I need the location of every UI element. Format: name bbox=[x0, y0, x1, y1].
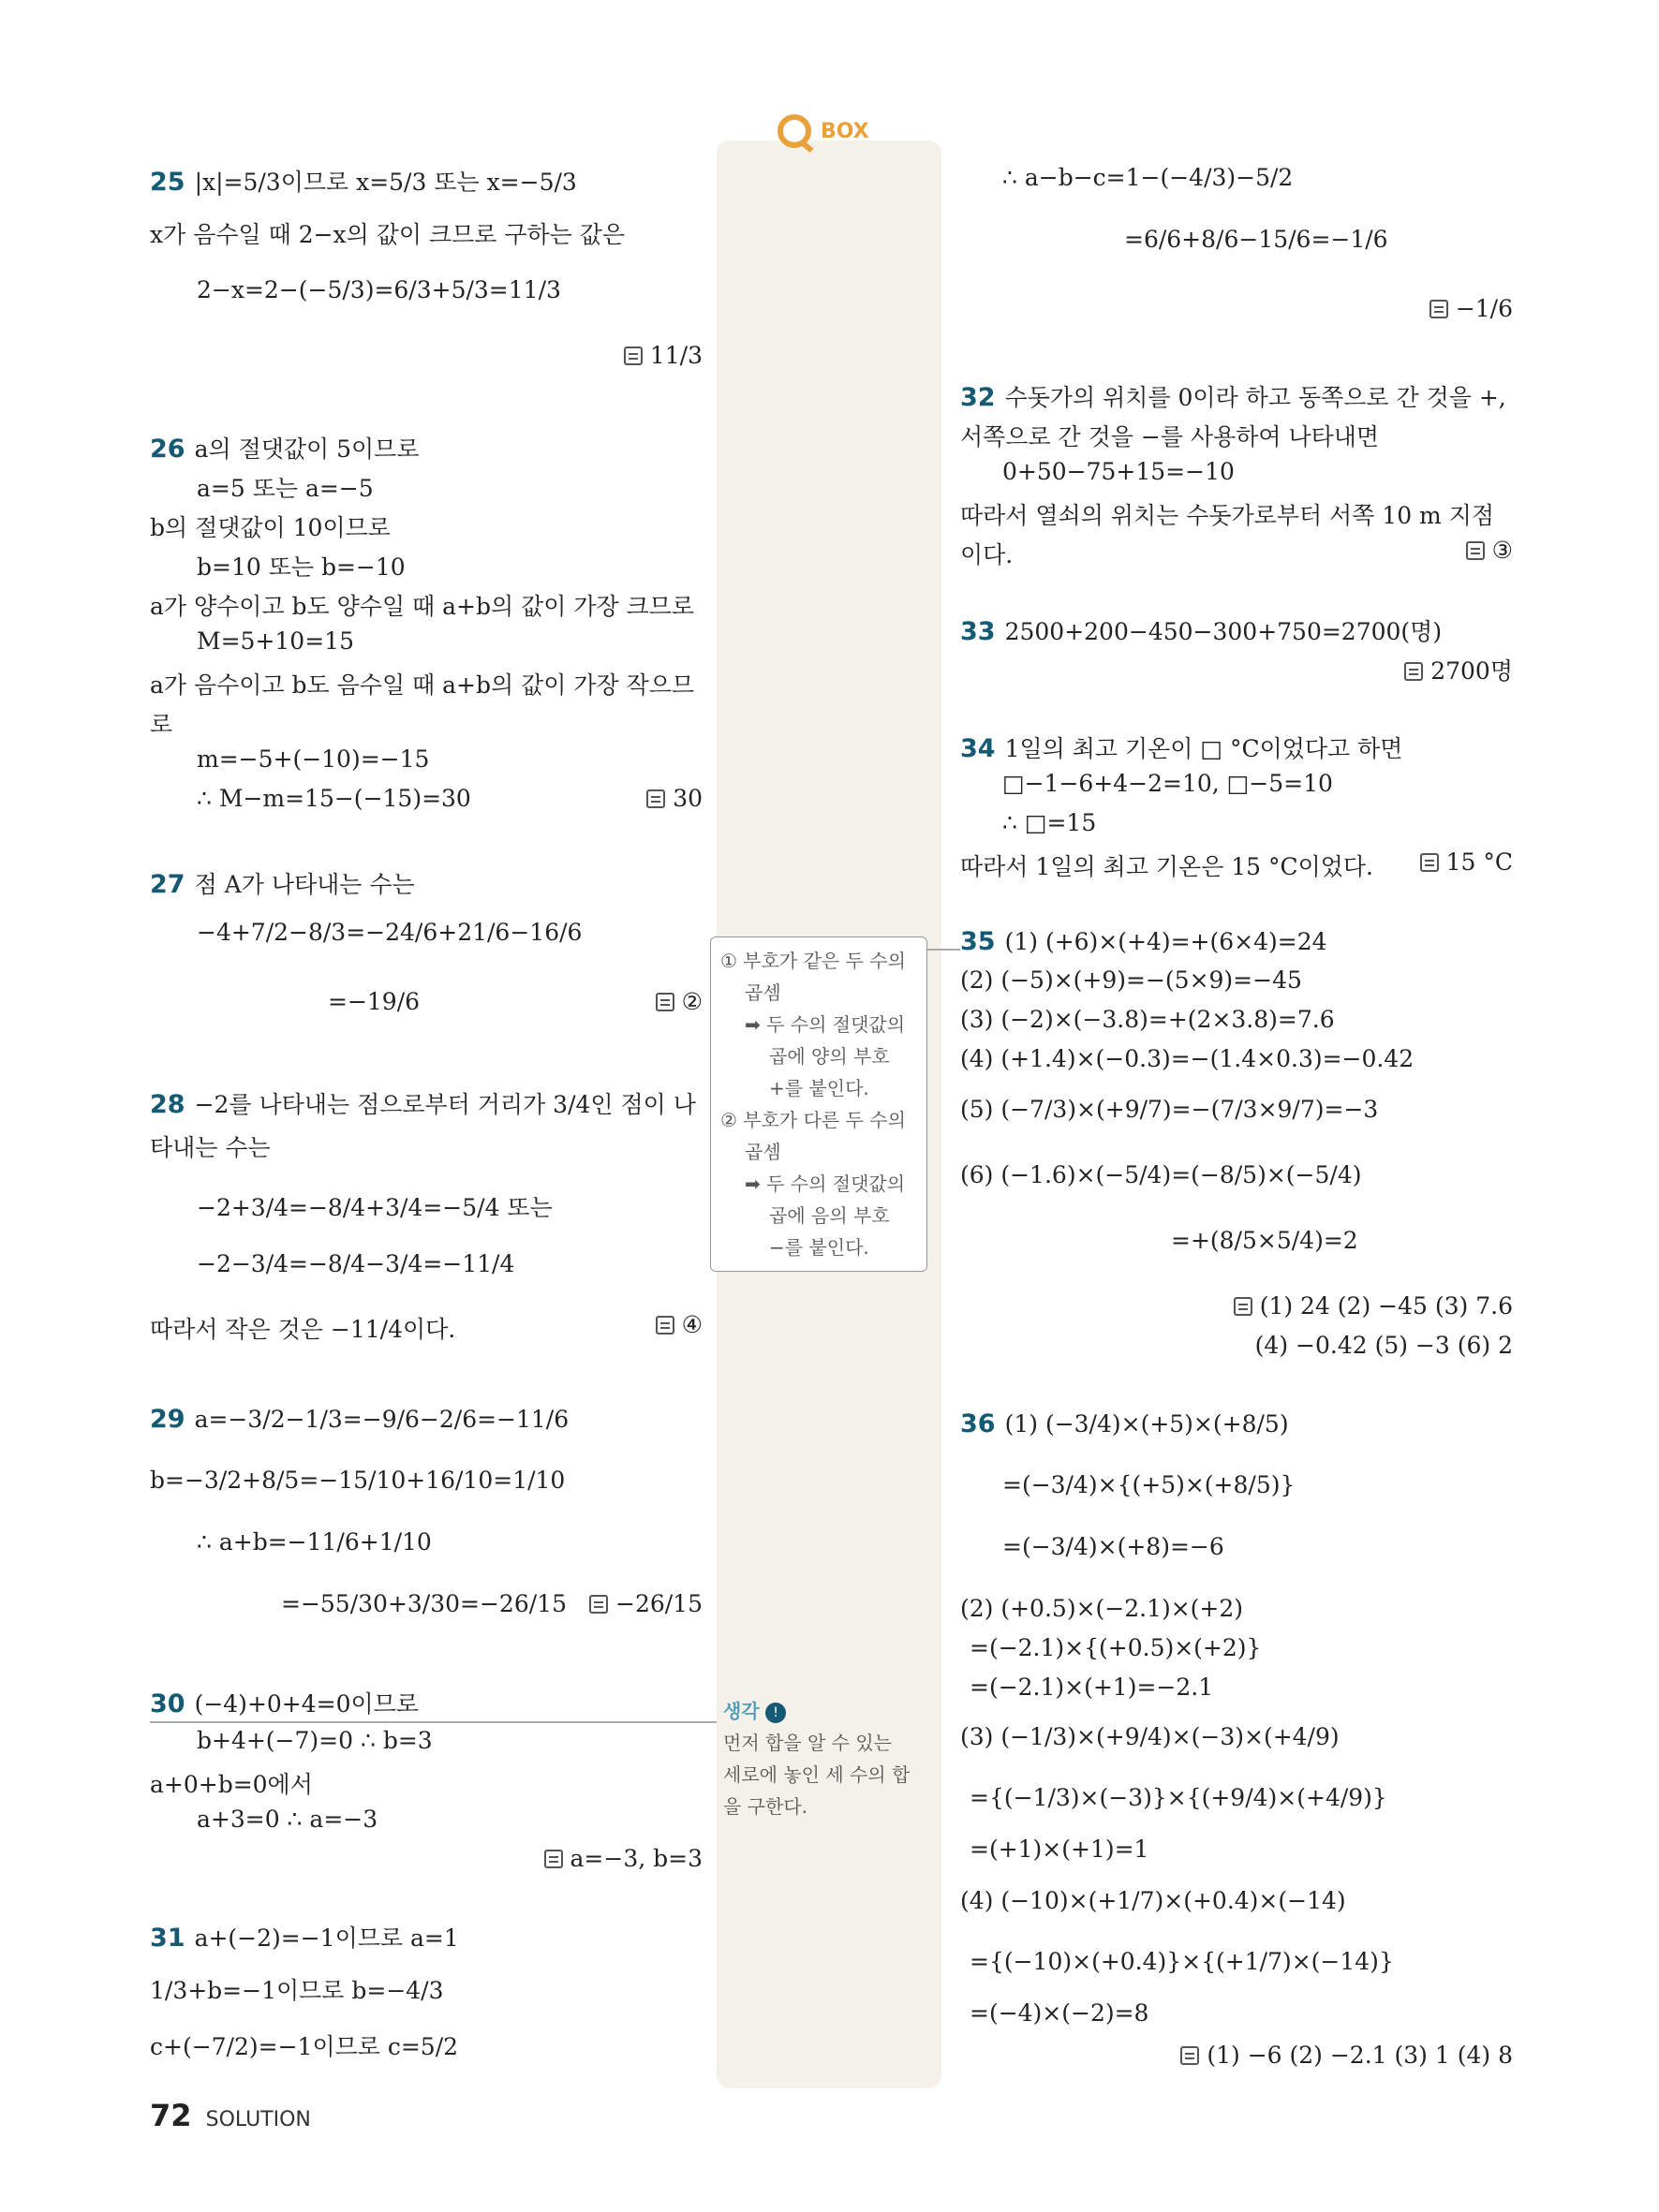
solution-line: 따라서 작은 것은 −11/4이다. bbox=[150, 1316, 456, 1343]
answer-icon bbox=[544, 1850, 563, 1868]
qbox-logo bbox=[778, 111, 869, 152]
solution-line: 수돗가의 위치를 0이라 하고 동쪽으로 간 것을 +, bbox=[1004, 384, 1506, 411]
solution-line: =+(8/5×5/4)=2 bbox=[1171, 1227, 1358, 1254]
solution-line: =−19/6 bbox=[328, 988, 421, 1015]
answer-value: ② bbox=[681, 988, 703, 1015]
problem-number: 32 bbox=[960, 383, 996, 412]
thinking-text: 세로에 놓인 세 수의 합 bbox=[723, 1763, 911, 1786]
problem-number: 25 bbox=[150, 168, 185, 197]
solution-line: M=5+10=15 bbox=[197, 627, 354, 655]
answer-value: (1) 24 (2) −45 (3) 7.6 bbox=[1259, 1292, 1513, 1320]
answer-icon bbox=[656, 993, 674, 1011]
solution-line: a가 양수이고 b도 양수일 때 a+b의 값이 가장 크므로 bbox=[150, 593, 695, 620]
solution-line: (1) (+6)×(+4)=+(6×4)=24 bbox=[1004, 928, 1327, 955]
solution-line: (1) (−3/4)×(+5)×(+8/5) bbox=[1004, 1410, 1289, 1438]
solution-line: 점 A가 나타내는 수는 bbox=[194, 871, 415, 898]
note-line: 곱에 음의 부호 bbox=[769, 1204, 890, 1227]
solution-line: x가 음수일 때 2−x의 값이 크므로 구하는 값은 bbox=[150, 221, 626, 248]
answer bbox=[656, 988, 703, 1015]
solution-line: (5) (−7/3)×(+9/7)=−(7/3×9/7)=−3 bbox=[960, 1096, 1379, 1123]
solution-line: a+3=0 ∴ a=−3 bbox=[197, 1806, 378, 1833]
solution-line: b의 절댓값이 10이므로 bbox=[150, 514, 391, 541]
answer-value: ④ bbox=[681, 1311, 703, 1338]
answer bbox=[1420, 848, 1513, 876]
note-line: ① 부호가 같은 두 수의 bbox=[720, 950, 906, 972]
answer-icon bbox=[1420, 853, 1439, 872]
solution-line: b=10 또는 b=−10 bbox=[197, 553, 406, 581]
problem-number: 30 bbox=[150, 1689, 185, 1718]
solution-line: =−55/30+3/30=−26/15 bbox=[281, 1590, 567, 1617]
solution-line: 서쪽으로 간 것을 −를 사용하여 나타내면 bbox=[960, 423, 1380, 450]
answer-icon bbox=[656, 1316, 674, 1335]
solution-line: (−4)+0+4=0이므로 bbox=[194, 1690, 419, 1718]
solution-line: (3) (−1/3)×(+9/4)×(−3)×(+4/9) bbox=[960, 1723, 1340, 1750]
answer-icon bbox=[624, 347, 643, 365]
answer-value: 15 °C bbox=[1445, 848, 1513, 876]
problem-number: 34 bbox=[960, 734, 996, 763]
solution-line: −2−3/4=−8/4−3/4=−11/4 bbox=[197, 1250, 515, 1277]
answer bbox=[646, 785, 703, 812]
answer-value: a=−3, b=3 bbox=[570, 1845, 703, 1872]
solution-line: b+4+(−7)=0 ∴ b=3 bbox=[197, 1727, 433, 1754]
solution-line: =(+1)×(+1)=1 bbox=[970, 1836, 1149, 1863]
multiplication-rule-note bbox=[710, 936, 927, 1272]
answer bbox=[1429, 295, 1513, 322]
answer-value: 30 bbox=[673, 785, 703, 812]
solution-line: ∴ a+b=−11/6+1/10 bbox=[197, 1528, 432, 1556]
lightbulb-icon: ! bbox=[765, 1703, 786, 1723]
answer-value: (4) −0.42 (5) −3 (6) 2 bbox=[1254, 1332, 1513, 1359]
solution-line: (2) (−5)×(+9)=−(5×9)=−45 bbox=[960, 966, 1302, 994]
answer bbox=[1466, 537, 1513, 564]
solution-line: −2+3/4=−8/4+3/4=−5/4 또는 bbox=[197, 1194, 553, 1221]
answer-value: ③ bbox=[1491, 537, 1513, 564]
solution-line: 2500+200−450−300+750=2700(명) bbox=[1004, 618, 1443, 645]
solution-line: ={(−1/3)×(−3)}×{(+9/4)×(+4/9)} bbox=[970, 1784, 1387, 1811]
problem-number: 27 bbox=[150, 870, 185, 899]
answer bbox=[544, 1845, 703, 1872]
solution-line: a의 절댓값이 5이므로 bbox=[194, 435, 420, 463]
solution-line: a+(−2)=−1이므로 a=1 bbox=[194, 1924, 459, 1952]
problem-number: 26 bbox=[150, 435, 185, 464]
solution-line: 0+50−75+15=−10 bbox=[1002, 458, 1235, 485]
answer-value: 2700명 bbox=[1430, 657, 1513, 685]
problem-31-continued bbox=[960, 164, 1513, 332]
solution-line: (4) (+1.4)×(−0.3)=−(1.4×0.3)=−0.42 bbox=[960, 1045, 1415, 1072]
answer bbox=[589, 1590, 703, 1617]
thinking-note bbox=[723, 1695, 934, 1822]
solution-line: −4+7/2−8/3=−24/6+21/6−16/6 bbox=[197, 919, 583, 946]
answer bbox=[624, 342, 703, 369]
page-label: SOLUTION bbox=[205, 2108, 311, 2131]
solution-line: 1일의 최고 기온이 □ °C이었다고 하면 bbox=[1004, 735, 1403, 762]
problem-25 bbox=[150, 164, 703, 389]
solution-line: ∴ M−m=15−(−15)=30 bbox=[197, 785, 471, 812]
solution-line: −2를 나타내는 점으로부터 거리가 3/4인 점이 나 bbox=[194, 1091, 696, 1118]
solution-line: (3) (−2)×(−3.8)=+(2×3.8)=7.6 bbox=[960, 1006, 1335, 1033]
note-line: 곱에 양의 부호 bbox=[769, 1045, 890, 1068]
answer-icon bbox=[1466, 541, 1485, 560]
note-line: ➡ 두 수의 절댓값의 bbox=[745, 1013, 906, 1036]
solution-line: a+0+b=0에서 bbox=[150, 1771, 313, 1798]
solution-line: (2) (+0.5)×(−2.1)×(+2) bbox=[960, 1595, 1244, 1622]
solution-line: (6) (−1.6)×(−5/4)=(−8/5)×(−5/4) bbox=[960, 1161, 1362, 1188]
answer-value: (1) −6 (2) −2.1 (3) 1 (4) 8 bbox=[1207, 2042, 1513, 2069]
solution-line: =(−2.1)×(+1)=−2.1 bbox=[970, 1674, 1214, 1701]
solution-line: a=5 또는 a=−5 bbox=[197, 475, 374, 502]
connector-line bbox=[150, 1721, 717, 1723]
solution-line: 따라서 열쇠의 위치는 수돗가로부터 서쪽 10 m 지점 bbox=[960, 502, 1494, 529]
problem-number: 28 bbox=[150, 1090, 185, 1119]
solution-line: m=−5+(−10)=−15 bbox=[197, 745, 430, 773]
solution-line: =(−2.1)×{(+0.5)×(+2)} bbox=[970, 1634, 1262, 1661]
note-line: +를 붙인다. bbox=[769, 1077, 869, 1099]
solution-line: a가 음수이고 b도 음수일 때 a+b의 값이 가장 작으므 bbox=[150, 671, 695, 699]
solution-line: c+(−7/2)=−1이므로 c=5/2 bbox=[150, 2033, 459, 2060]
answer-icon bbox=[1234, 1297, 1252, 1316]
note-line: 곱셈 bbox=[745, 981, 781, 1004]
note-line: 곱셈 bbox=[745, 1141, 781, 1163]
answer bbox=[656, 1311, 703, 1338]
problem-number: 29 bbox=[150, 1405, 185, 1434]
problem-number: 33 bbox=[960, 617, 996, 646]
thinking-text: 먼저 합을 알 수 있는 bbox=[723, 1732, 892, 1754]
answer-value: 11/3 bbox=[649, 342, 703, 369]
page-footer bbox=[150, 2098, 311, 2133]
solution-line: b=−3/2+8/5=−15/10+16/10=1/10 bbox=[150, 1467, 566, 1494]
problem-number: 35 bbox=[960, 927, 996, 956]
note-line: −를 붙인다. bbox=[769, 1236, 869, 1259]
solution-line: ={(−10)×(+0.4)}×{(+1/7)×(−14)} bbox=[970, 1948, 1394, 1975]
answer-icon bbox=[589, 1595, 608, 1614]
problem-number: 36 bbox=[960, 1409, 996, 1438]
solution-line: ∴ □=15 bbox=[1002, 809, 1097, 836]
answer-icon bbox=[646, 789, 665, 808]
note-line: ➡ 두 수의 절댓값의 bbox=[745, 1172, 906, 1195]
solution-line: 타내는 수는 bbox=[150, 1134, 271, 1161]
solution-line: (4) (−10)×(+1/7)×(+0.4)×(−14) bbox=[960, 1887, 1346, 1914]
solution-line: =6/6+8/6−15/6=−1/6 bbox=[1124, 226, 1388, 253]
solution-line: 1/3+b=−1이므로 b=−4/3 bbox=[150, 1977, 444, 2004]
solution-line: ∴ a−b−c=1−(−4/3)−5/2 bbox=[1002, 164, 1294, 191]
answer bbox=[1404, 653, 1513, 686]
answer-icon bbox=[1180, 2046, 1199, 2065]
q-logo-icon bbox=[778, 114, 811, 148]
answer-icon bbox=[1429, 300, 1448, 318]
thinking-text: 을 구한다. bbox=[723, 1795, 807, 1818]
solution-line: a=−3/2−1/3=−9/6−2/6=−11/6 bbox=[194, 1406, 570, 1433]
solution-line: 따라서 1일의 최고 기온은 15 °C이었다. bbox=[960, 853, 1373, 880]
qbox-label: BOX bbox=[821, 119, 869, 143]
answer bbox=[1180, 2042, 1513, 2069]
solution-line: =(−3/4)×{(+5)×(+8/5)} bbox=[1002, 1471, 1296, 1498]
connector-line bbox=[927, 949, 960, 951]
answer-value: −26/15 bbox=[615, 1590, 703, 1617]
solution-line: □−1−6+4−2=10, □−5=10 bbox=[1002, 770, 1333, 797]
page-number: 72 bbox=[150, 2098, 192, 2133]
problem-number: 31 bbox=[150, 1924, 185, 1953]
answer bbox=[1234, 1292, 1513, 1320]
answer-value: −1/6 bbox=[1455, 295, 1513, 322]
solution-line: |x|=5/3이므로 x=5/3 또는 x=−5/3 bbox=[194, 169, 577, 196]
note-line: ② 부호가 다른 두 수의 bbox=[720, 1109, 906, 1131]
solution-line: =(−3/4)×(+8)=−6 bbox=[1002, 1533, 1224, 1560]
solution-line: 이다. bbox=[960, 541, 1014, 568]
thinking-title: 생각 bbox=[723, 1700, 760, 1722]
solution-line: =(−4)×(−2)=8 bbox=[970, 1999, 1149, 2027]
answer-icon bbox=[1404, 662, 1423, 681]
solution-line: 로 bbox=[150, 711, 173, 738]
solution-line: 2−x=2−(−5/3)=6/3+5/3=11/3 bbox=[197, 276, 561, 303]
